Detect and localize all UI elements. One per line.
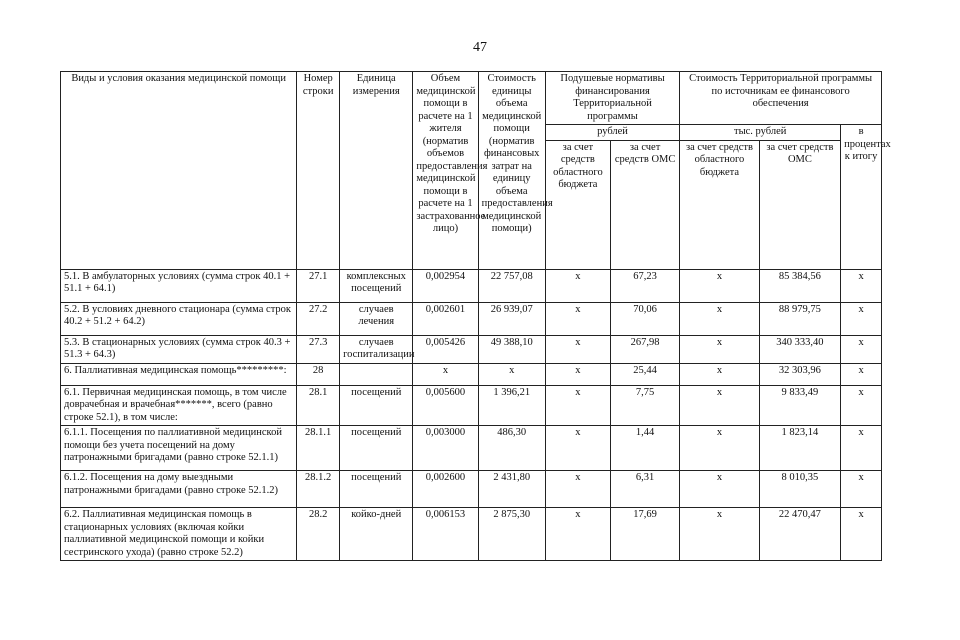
header-unit-thousand-rubles: тыс. рублей [680,125,841,141]
header-unit-rubles: рублей [545,125,679,141]
row-name: 6.1. Первичная медицинская помощь, в том числе доврачебная и врачебная*******, всего (равно строке 52.1), в том числе: [61,385,297,426]
row-cost-budget: х [680,385,759,426]
header-percent-total: в процентах к итогу [841,125,882,270]
row-norm-oms: 17,69 [610,508,679,561]
header-per-capita-norms: Подушевые нормативы финансирования Территориальной программы [545,72,679,125]
row-unit-cost: 1 396,21 [478,385,545,426]
row-norm-budget: х [545,471,610,508]
row-number: 28 [297,363,340,385]
row-norm-oms: 267,98 [610,335,679,363]
row-unit-cost: 2 431,80 [478,471,545,508]
header-program-cost: Стоимость Территориальной программы по источникам ее финансового обеспечения [680,72,882,125]
header-cost-regional-budget: за счет средств областного бюджета [680,140,759,269]
row-norm-budget: х [545,363,610,385]
row-cost-oms: 9 833,49 [759,385,840,426]
row-name: 6. Паллиативная медицинская помощь*********: [61,363,297,385]
row-volume: 0,006153 [413,508,478,561]
row-unit: посещений [340,426,413,471]
table-row [61,269,882,302]
row-unit: комплексных посещений [340,269,413,302]
financing-table [60,71,891,561]
row-percent: х [841,385,882,426]
header-volume: Объем медицинской помощи в расчете на 1 жителя (норматив объемов предоставления медицинской помощи в расчете на 1 застрахованное лицо) [413,72,478,270]
page-number: 47 [473,40,487,55]
row-name: 5.2. В условиях дневного стационара (сумма строк 40.2 + 51.2 + 64.2) [61,302,297,335]
table-row [61,363,882,385]
row-unit: случаев госпитализации [340,335,413,363]
row-unit-cost: 486,30 [478,426,545,471]
row-unit: посещений [340,471,413,508]
header-unit: Единица измерения [340,72,413,270]
row-norm-oms: 1,44 [610,426,679,471]
row-volume: 0,002601 [413,302,478,335]
header-norm-oms: за счет средств ОМС [610,140,679,269]
row-percent: х [841,363,882,385]
row-cost-oms: 1 823,14 [759,426,840,471]
row-norm-budget: х [545,335,610,363]
row-name: 6.2. Паллиативная медицинская помощь в стационарных условиях (включая койки паллиативной медицинской помощи и койки сестринского ухода) (равно строке 52.2) [61,508,297,561]
row-percent: х [841,302,882,335]
row-cost-oms: 88 979,75 [759,302,840,335]
row-number: 28.1 [297,385,340,426]
row-unit-cost: 22 757,08 [478,269,545,302]
row-cost-budget: х [680,363,759,385]
row-unit: койко-дней [340,508,413,561]
row-number: 28.1.1 [297,426,340,471]
table-row [61,335,882,363]
row-volume: 0,005426 [413,335,478,363]
header-cost-oms: за счет средств ОМС [759,140,840,269]
row-norm-oms: 7,75 [610,385,679,426]
row-volume: 0,003000 [413,426,478,471]
row-number: 27.1 [297,269,340,302]
row-cost-budget: х [680,302,759,335]
row-name: 6.1.1. Посещения по паллиативной медицинской помощи без учета посещений на дому патронажными бригадами (равно строке 52.1.1) [61,426,297,471]
row-cost-budget: х [680,335,759,363]
row-unit-cost: 2 875,30 [478,508,545,561]
row-unit-cost: 49 388,10 [478,335,545,363]
row-norm-budget: х [545,269,610,302]
header-row-number: Номер строки [297,72,340,270]
row-cost-oms: 32 303,96 [759,363,840,385]
row-cost-budget: х [680,269,759,302]
header-type-conditions: Виды и условия оказания медицинской помощи [61,72,297,270]
row-norm-budget: х [545,508,610,561]
row-volume: х [413,363,478,385]
row-number: 27.2 [297,302,340,335]
row-cost-oms: 85 384,56 [759,269,840,302]
row-number: 27.3 [297,335,340,363]
row-cost-oms: 340 333,40 [759,335,840,363]
table-row [61,508,882,561]
row-norm-budget: х [545,426,610,471]
row-volume: 0,002954 [413,269,478,302]
row-volume: 0,002600 [413,471,478,508]
row-unit-cost: х [478,363,545,385]
row-cost-oms: 22 470,47 [759,508,840,561]
row-unit [340,363,413,385]
header-unit-cost: Стоимость единицы объема медицинской помощи (норматив финансовых затрат на единицу объема предоставления медицинской помощи) [478,72,545,270]
row-percent: х [841,426,882,471]
row-name: 5.1. В амбулаторных условиях (сумма строк 40.1 + 51.1 + 64.1) [61,269,297,302]
row-norm-oms: 67,23 [610,269,679,302]
row-norm-oms: 25,44 [610,363,679,385]
row-number: 28.2 [297,508,340,561]
row-volume: 0,005600 [413,385,478,426]
row-percent: х [841,471,882,508]
table-row [61,426,882,471]
table-row [61,471,882,508]
row-cost-oms: 8 010,35 [759,471,840,508]
row-percent: х [841,335,882,363]
row-unit-cost: 26 939,07 [478,302,545,335]
row-percent: х [841,508,882,561]
row-percent: х [841,269,882,302]
row-number: 28.1.2 [297,471,340,508]
row-name: 6.1.2. Посещения на дому выездными патронажными бригадами (равно строке 52.1.2) [61,471,297,508]
row-unit: посещений [340,385,413,426]
row-name: 5.3. В стационарных условиях (сумма строк 40.3 + 51.3 + 64.3) [61,335,297,363]
row-unit: случаев лечения [340,302,413,335]
row-norm-budget: х [545,385,610,426]
row-cost-budget: х [680,508,759,561]
header-norm-regional-budget: за счет средств областного бюджета [545,140,610,269]
row-cost-budget: х [680,471,759,508]
row-cost-budget: х [680,426,759,471]
row-norm-budget: х [545,302,610,335]
row-norm-oms: 70,06 [610,302,679,335]
table-row [61,302,882,335]
header-row-1 [61,72,882,125]
table-row [61,385,882,426]
row-norm-oms: 6,31 [610,471,679,508]
